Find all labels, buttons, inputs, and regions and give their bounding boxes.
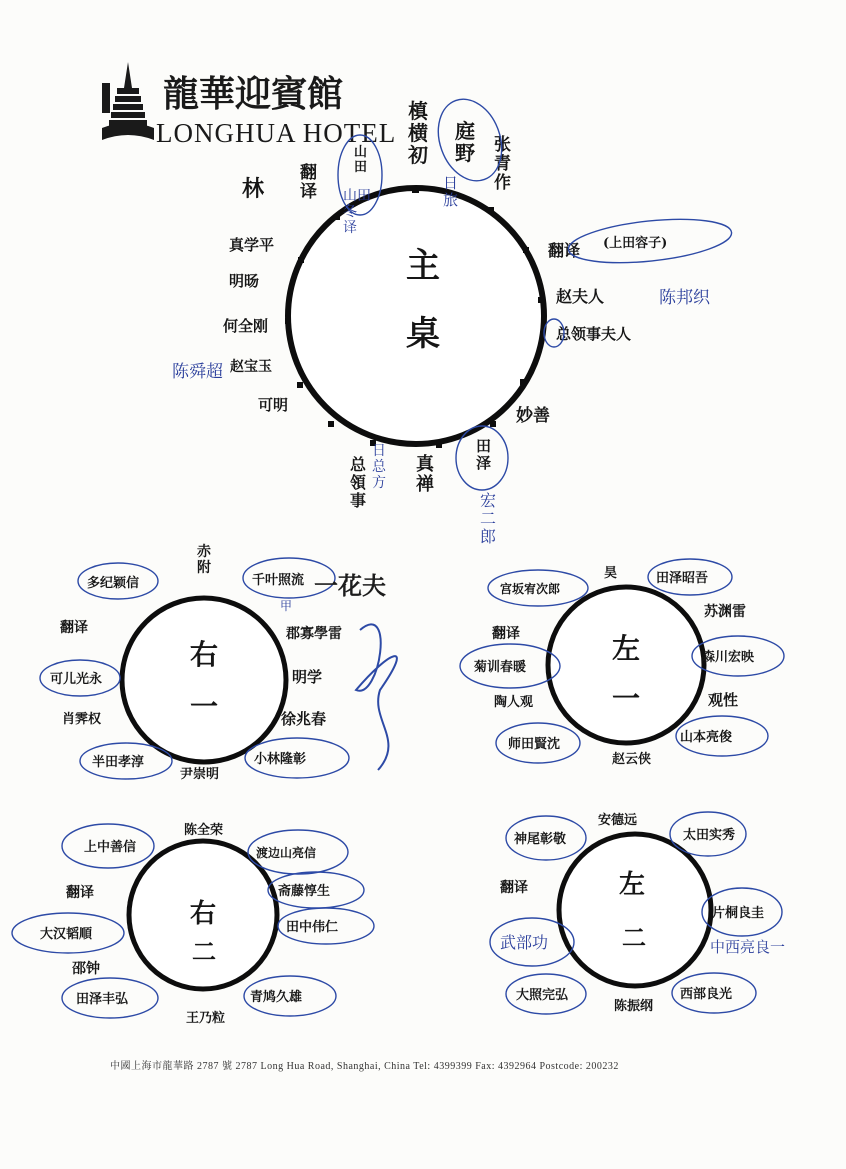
left1-seat-12: 宫坂宥次郎 — [500, 582, 561, 596]
left2-seat-3: 片桐良圭 — [712, 906, 765, 921]
main-seat-7: 妙善 — [516, 406, 550, 426]
right2-seat-8: 邵钟 — [72, 961, 100, 977]
right1-table — [40, 543, 397, 782]
right1-table-circle — [122, 598, 286, 762]
right1-seat-5: 徐兆春 — [281, 710, 327, 728]
left2-seat-2: 太田实秀 — [683, 828, 736, 843]
left2-seat-7: 翻译 — [500, 880, 528, 896]
left1-seat-10: 菊训春暖 — [474, 660, 527, 675]
right2-seat-11: 上中善信 — [84, 840, 137, 855]
main-table-title-2: 桌 — [406, 314, 440, 354]
left2-seat-5: 陈振纲 — [614, 999, 654, 1014]
right2-table — [12, 822, 374, 1026]
right2-title-1: 右 — [190, 899, 217, 929]
pagoda-icon — [102, 62, 154, 140]
main-seat-2: 庭野 — [455, 119, 475, 165]
right2-seat-10: 翻译 — [66, 885, 94, 901]
left2-title-1: 左 — [619, 870, 646, 900]
left2-title-2: 二 — [622, 923, 646, 952]
left2-seat-8: 神尾彰敬 — [514, 832, 567, 847]
main-note-2: 山田冬译 — [343, 188, 371, 236]
right2-seat-1: 陈全荣 — [184, 823, 224, 838]
right1-seat-1: 赤附 — [197, 544, 211, 576]
main-annotation-lin: 林 — [242, 176, 265, 202]
right1-seat-3: 郡寡學雷 — [286, 626, 342, 642]
right1-title-1: 右 — [190, 638, 219, 671]
main-note-3: (上田容子) — [603, 236, 668, 251]
left1-seat-8: 师田賢沈 — [508, 737, 561, 752]
right2-title-2: 二 — [192, 937, 216, 966]
main-seat-3: 张青作 — [494, 135, 511, 193]
right1-seat-8: 半田孝淳 — [92, 755, 145, 770]
main-seat-8: 田泽 — [476, 437, 492, 472]
left2-table-circle — [559, 834, 711, 986]
main-seat-6: 总领事夫人 — [556, 325, 632, 343]
right1-seat-6: 小林隆彰 — [254, 752, 307, 767]
left1-seat-4: 森川宏映 — [702, 650, 755, 665]
right1-seat-2: 千叶照流 — [252, 573, 305, 588]
main-seat-16: 翻译 — [300, 163, 317, 202]
left1-seat-1: 昊 — [604, 566, 618, 581]
main-seat-4: 翻译 — [548, 241, 581, 260]
right1-note-2: 甲 — [280, 599, 293, 613]
left1-title-1: 左 — [612, 632, 641, 665]
main-note-6: 日总方 — [372, 443, 386, 491]
footer-address: 中國上海市龍華路 2787 號 2787 Long Hua Road, Shanghai, China Tel: 4399399 Fax: 4392964 Postcode: 200232 — [110, 1061, 619, 1072]
main-seat-13: 何全刚 — [223, 317, 269, 335]
left2-seat-6: 大照完弘 — [516, 988, 569, 1003]
main-seat-17: 山田 — [354, 145, 368, 175]
left2-note-2: 中西亮良一 — [710, 938, 786, 956]
main-seat-9: 真禅 — [416, 454, 434, 495]
left1-title-2: 一 — [612, 682, 641, 715]
right2-seat-6: 王乃粒 — [186, 1011, 226, 1026]
left1-seat-2: 田泽昭吾 — [656, 571, 709, 586]
right1-seat-10: 可儿光永 — [50, 672, 103, 687]
left1-seat-11: 翻译 — [492, 626, 520, 642]
main-seat-12: 赵宝玉 — [230, 359, 272, 375]
main-note-4: 陈邦织 — [659, 288, 710, 308]
right2-seat-4: 田中伟仁 — [286, 920, 339, 935]
hotel-name-en: LONGHUA HOTEL — [156, 118, 397, 148]
left2-seat-4: 西部良光 — [680, 987, 733, 1002]
right1-seat-9: 肖霁权 — [62, 712, 102, 727]
main-seat-1: 槙横初 — [408, 99, 428, 167]
right1-title-2: 一 — [190, 690, 219, 723]
main-table-title-1: 主 — [406, 246, 440, 286]
left1-seat-5: 观性 — [708, 691, 739, 709]
right2-seat-5: 青鸠久雄 — [250, 990, 303, 1005]
hotel-name-zh: 龍華迎賓館 — [163, 73, 344, 115]
main-note-1: 日旅 — [443, 174, 459, 209]
left1-table — [460, 559, 784, 767]
right2-seat-9: 大汉韬順 — [40, 927, 93, 942]
scribble-mark — [356, 624, 397, 770]
right1-seat-12: 多纪颖信 — [87, 576, 140, 591]
right2-seat-2: 渡边山亮信 — [256, 846, 317, 860]
main-seat-11: 可明 — [258, 396, 289, 414]
left1-seat-6: 山本亮俊 — [680, 730, 733, 745]
left2-note-1: 武部功 — [500, 933, 549, 952]
main-seat-10: 总領事 — [350, 455, 367, 510]
left1-seat-3: 苏渊雷 — [704, 604, 746, 620]
right1-seat-4: 明学 — [292, 668, 323, 686]
left1-seat-7: 赵云侠 — [612, 752, 652, 767]
main-seat-14: 明旸 — [229, 272, 260, 290]
left1-seat-9: 陶人观 — [494, 695, 534, 710]
right1-seat-11: 翻译 — [60, 620, 88, 636]
left2-table — [490, 812, 785, 1014]
right2-seat-7: 田泽丰弘 — [76, 992, 129, 1007]
main-note-7: 宏二郎 — [480, 491, 497, 546]
left2-seat-1: 安德远 — [598, 813, 638, 828]
left1-table-circle — [548, 587, 704, 743]
main-seat-5: 赵夫人 — [556, 287, 605, 306]
right1-note-1: 一花夫 — [314, 571, 386, 600]
main-note-5: 陈舜超 — [172, 362, 223, 382]
right2-seat-3: 斋藤惇生 — [278, 884, 331, 899]
right1-seat-7: 尹崇明 — [180, 767, 220, 782]
main-seat-15: 真学平 — [229, 236, 275, 254]
main-table — [172, 90, 734, 546]
